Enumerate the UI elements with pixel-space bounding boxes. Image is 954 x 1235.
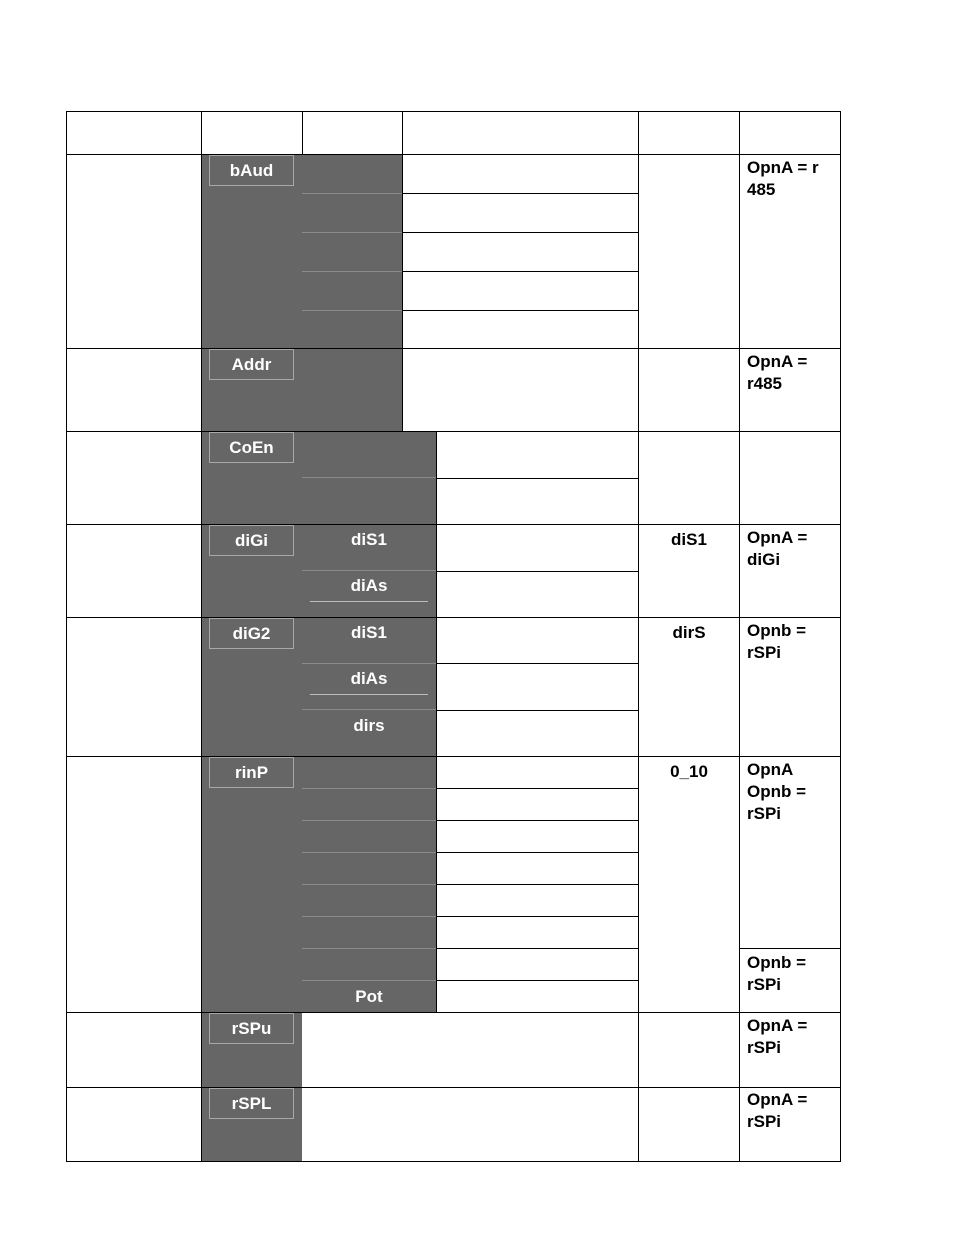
row-divider xyxy=(66,348,841,349)
table-border xyxy=(66,111,841,112)
sub-row-divider xyxy=(739,948,840,949)
param-code: bAud xyxy=(209,155,294,186)
row-divider xyxy=(66,617,841,618)
param-code: Addr xyxy=(209,349,294,380)
option-value xyxy=(302,917,436,948)
note-text: OpnA = rSPi xyxy=(747,1016,808,1057)
param-code: diGi xyxy=(209,525,294,556)
sub-row-divider xyxy=(436,663,638,664)
column-divider xyxy=(402,111,403,155)
table-border xyxy=(66,111,67,1162)
row-divider xyxy=(66,524,841,525)
sub-row-divider xyxy=(436,820,638,821)
option-value xyxy=(302,821,436,852)
sub-row-divider xyxy=(402,193,638,194)
row-divider xyxy=(66,154,841,155)
table-border xyxy=(840,111,841,1162)
row-divider xyxy=(66,431,841,432)
note-text: OpnA = rSPi xyxy=(747,1090,808,1131)
option-value xyxy=(302,479,436,524)
option-value: dirs xyxy=(353,716,385,735)
option-value xyxy=(302,949,436,980)
default-value: 0_10 xyxy=(670,762,708,781)
note-text: OpnA = diGi xyxy=(747,528,808,569)
column-divider xyxy=(638,111,639,1162)
option-value xyxy=(302,272,402,310)
column-divider xyxy=(201,111,202,1162)
row-divider xyxy=(66,756,841,757)
sub-row-divider xyxy=(436,916,638,917)
sub-row-divider xyxy=(436,948,638,949)
option-value xyxy=(302,432,436,477)
row-divider xyxy=(66,1012,841,1013)
sub-row-divider xyxy=(436,884,638,885)
note-text: OpnA Opnb = rSPi xyxy=(747,760,807,823)
option-value xyxy=(302,233,402,271)
default-value: diS1 xyxy=(671,530,707,549)
option-value: diS1 xyxy=(351,623,387,642)
row-divider xyxy=(66,1087,841,1088)
sub-row-divider xyxy=(436,852,638,853)
option-value xyxy=(302,311,402,348)
param-code: CoEn xyxy=(209,432,294,463)
param-code: rinP xyxy=(209,757,294,788)
sub-row-divider xyxy=(436,710,638,711)
column-divider xyxy=(302,111,303,155)
column-divider xyxy=(436,432,437,1012)
column-divider xyxy=(402,155,403,431)
note-text: OpnA = r 485 xyxy=(747,158,819,199)
sub-row-divider xyxy=(436,980,638,981)
table-border xyxy=(66,1161,841,1162)
option-value xyxy=(302,194,402,232)
sub-row-divider xyxy=(436,788,638,789)
option-value: diS1 xyxy=(351,530,387,549)
option-value: diAs xyxy=(350,669,388,688)
sub-row-divider xyxy=(436,571,638,572)
sub-row-divider xyxy=(436,478,638,479)
param-code: diG2 xyxy=(209,618,294,649)
option-value xyxy=(302,885,436,916)
param-code: rSPL xyxy=(209,1088,294,1119)
option-value xyxy=(302,789,436,820)
sub-row-divider xyxy=(402,271,638,272)
sub-row-divider xyxy=(402,310,638,311)
note-text: Opnb = rSPi xyxy=(747,953,807,994)
note-text: Opnb = rSPi xyxy=(747,621,807,662)
option-value: diAs xyxy=(350,576,388,595)
param-code: rSPu xyxy=(209,1013,294,1044)
sub-row-divider xyxy=(402,232,638,233)
note-text: OpnA = r485 xyxy=(747,352,808,393)
option-value: Pot xyxy=(355,987,383,1006)
option-value xyxy=(302,853,436,884)
option-value xyxy=(302,155,402,193)
default-value: dirS xyxy=(672,623,706,642)
header-cell xyxy=(67,112,840,155)
column-divider xyxy=(739,111,740,1162)
option-value xyxy=(302,757,436,788)
